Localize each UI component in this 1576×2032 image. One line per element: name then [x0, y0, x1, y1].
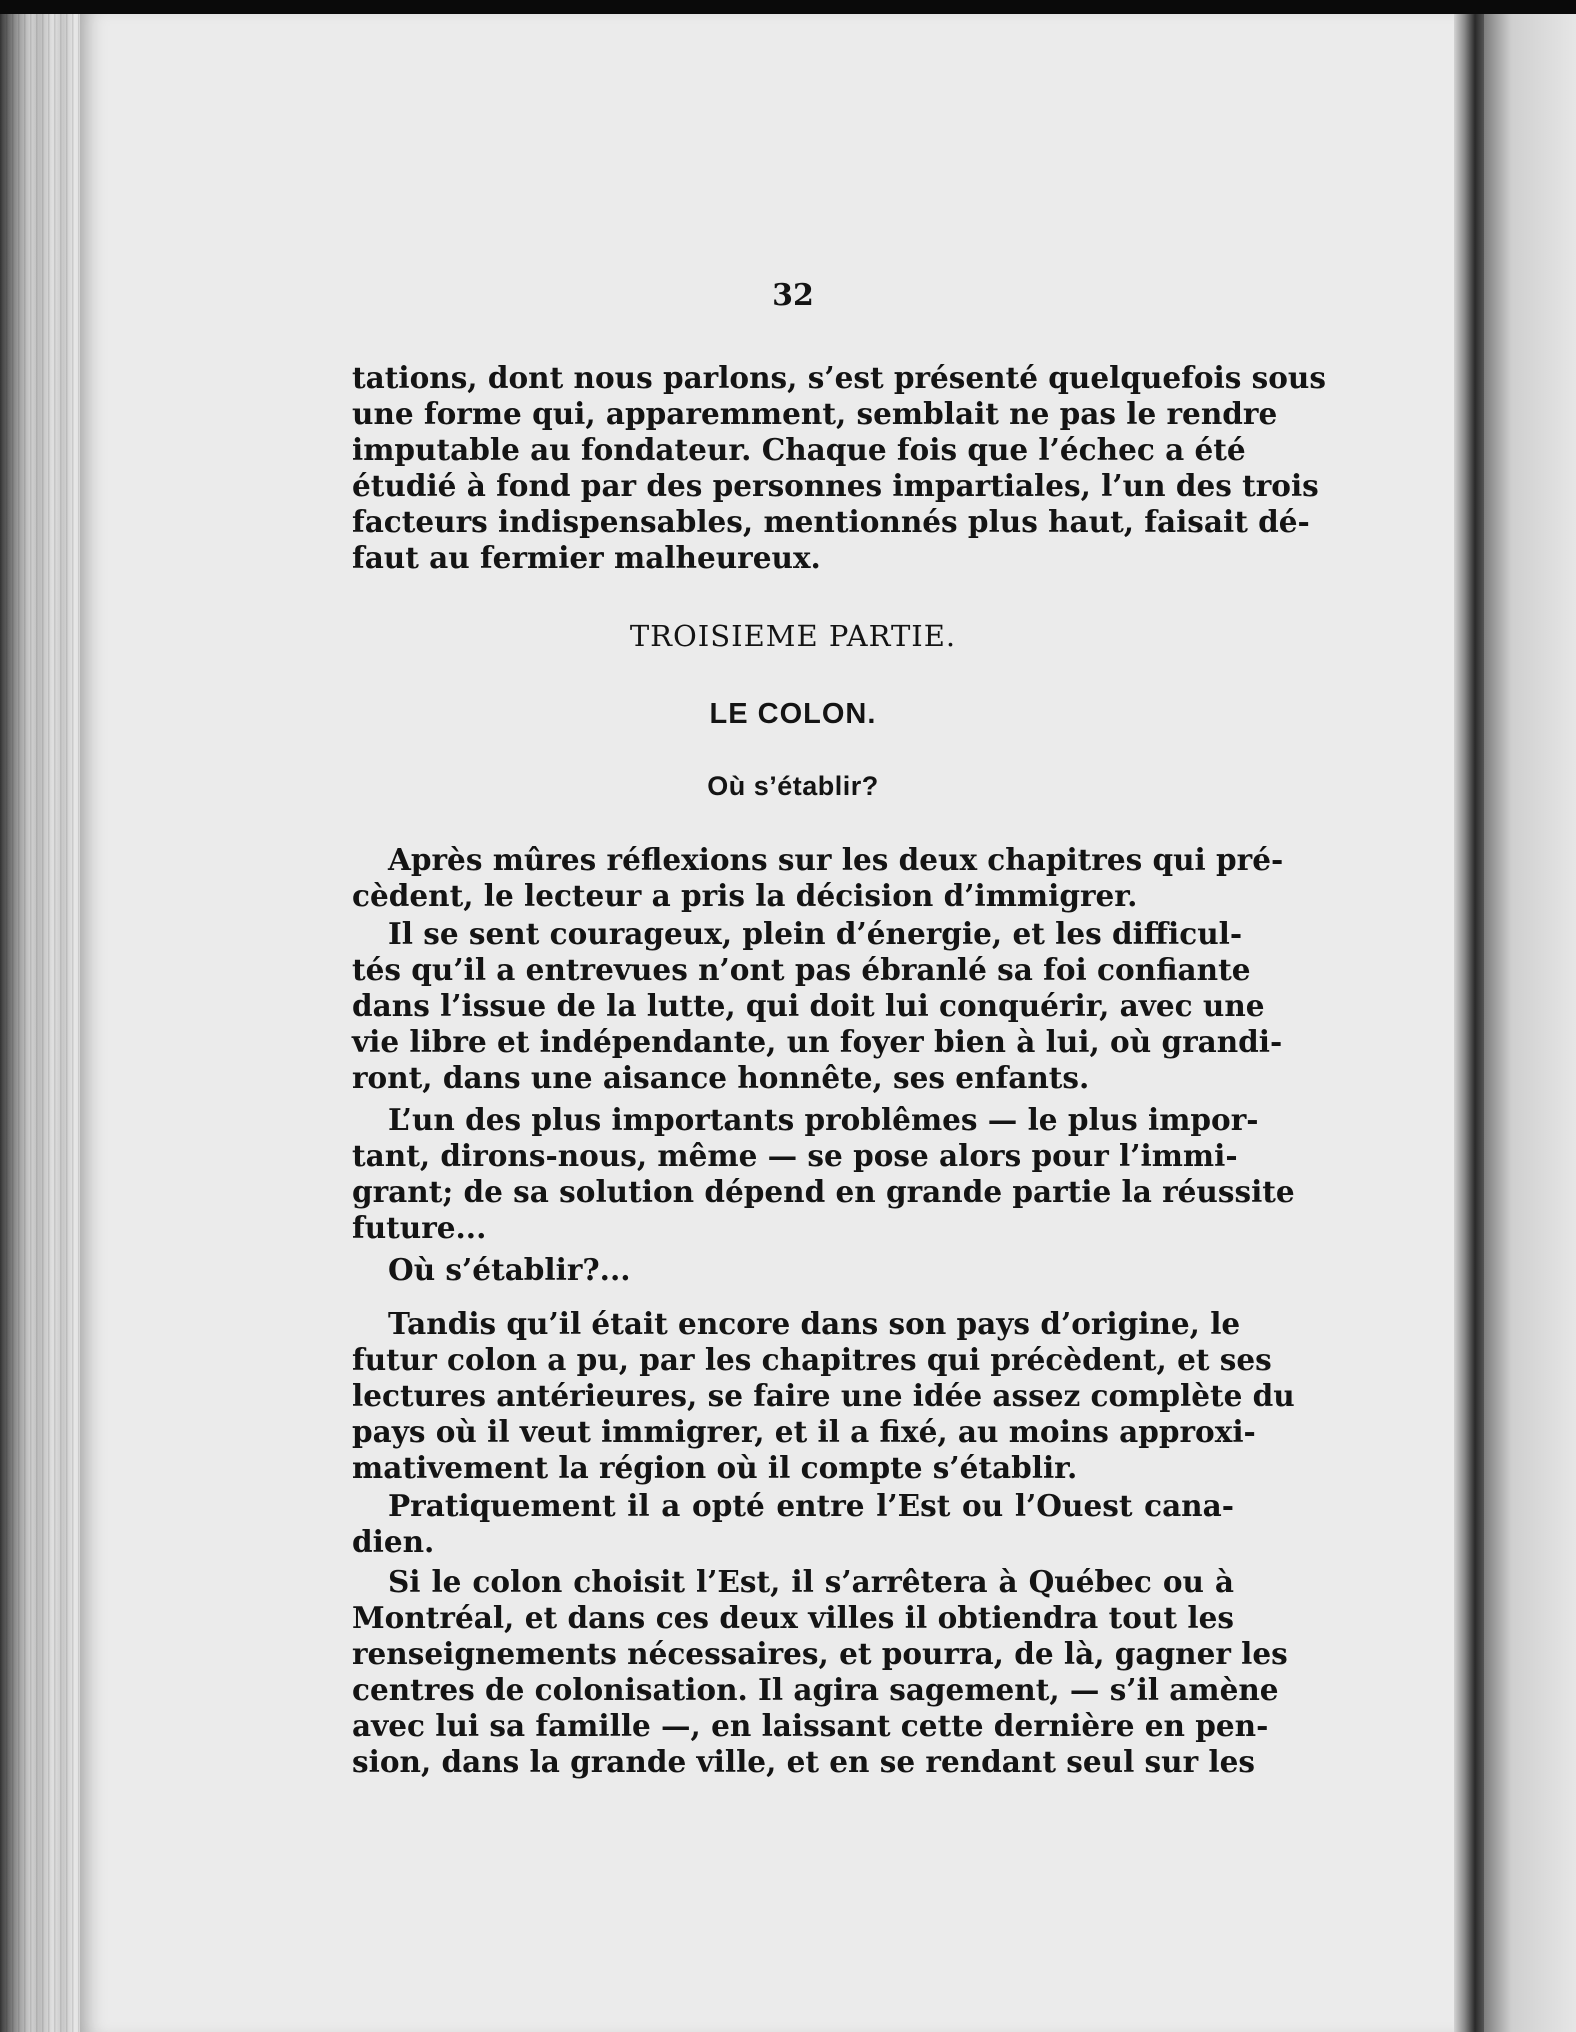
text-line: lectures antérieures, se faire une idée assez complète du [352, 1378, 1295, 1413]
text-line: mativement la région où il compte s’établir. [352, 1450, 1078, 1485]
paragraph [352, 1488, 1234, 1560]
chapter-title: LE COLON. [709, 698, 877, 730]
text-line: cèdent, le lecteur a pris la décision d’immigrer. [352, 878, 1138, 913]
scan-top-border [0, 0, 1576, 14]
book-page-edge-lines [0, 14, 88, 2032]
text-line: faut au fermier malheureux. [352, 540, 821, 575]
text-line: Montréal, et dans ces deux villes il obtiendra tout les [352, 1600, 1234, 1635]
text-line: futur colon a pu, par les chapitres qui précèdent, et ses [352, 1342, 1272, 1377]
text-line: ront, dans une aisance honnête, ses enfants. [352, 1060, 1090, 1095]
text-line: tés qu’il a entrevues n’ont pas ébranlé sa foi confiante [352, 952, 1251, 987]
text-line: vie libre et indépendante, un foyer bien à lui, où grandi- [352, 1024, 1283, 1059]
text-line: renseignements nécessaires, et pourra, de là, gagner les [352, 1636, 1288, 1671]
text-line: tant, dirons-nous, même — se pose alors pour l’immi- [352, 1138, 1238, 1173]
text-line: tations, dont nous parlons, s’est présenté quelquefois sous [352, 360, 1326, 395]
paragraph [352, 842, 1284, 914]
text-line: dien. [352, 1524, 435, 1559]
paragraph [352, 1252, 1234, 1288]
paragraph [352, 1564, 1288, 1780]
text-line: dans l’issue de la lutte, qui doit lui conquérir, avec une [352, 988, 1265, 1023]
page-number: 32 [772, 278, 814, 313]
text-line: Après mûres réflexions sur les deux chapitres qui pré- [388, 842, 1284, 877]
book-gutter [1454, 14, 1484, 2032]
text-line: centres de colonisation. Il agira sagement, — s’il amène [352, 1672, 1279, 1707]
text-line: Si le colon choisit l’Est, il s’arrêtera à Québec ou à [388, 1564, 1234, 1599]
paragraph [352, 916, 1283, 1096]
text-line: Tandis qu’il était encore dans son pays d’origine, le [388, 1306, 1241, 1341]
paragraph [352, 1102, 1295, 1246]
text-line: future... [352, 1210, 487, 1245]
text-line: sion, dans la grande ville, et en se rendant seul sur les [352, 1744, 1256, 1779]
text-line: grant; de sa solution dépend en grande partie la réussite [352, 1174, 1295, 1209]
text-line: Il se sent courageux, plein d’énergie, et les difficul- [388, 916, 1243, 951]
paragraph [352, 1306, 1295, 1486]
text-line: étudié à fond par des personnes impartiales, l’un des trois [352, 468, 1319, 503]
text-line: imputable au fondateur. Chaque fois que l’échec a été [352, 432, 1246, 467]
sub-title: Où s’établir? [707, 771, 879, 801]
intro-paragraph [352, 360, 1326, 576]
text-line: une forme qui, apparemment, semblait ne pas le rendre [352, 396, 1278, 431]
text-line: facteurs indispensables, mentionnés plus haut, faisait dé- [352, 504, 1310, 539]
section-title: TROISIEME PARTIE. [629, 619, 957, 653]
text-line: Où s’établir?... [388, 1252, 631, 1287]
text-line: Pratiquement il a opté entre l’Est ou l’Ouest cana- [388, 1488, 1234, 1523]
text-line: L’un des plus importants problêmes — le plus impor- [388, 1102, 1259, 1137]
text-line: pays où il veut immigrer, et il a fixé, au moins approxi- [352, 1414, 1256, 1449]
facing-page-edge [1484, 14, 1576, 2032]
text-line: avec lui sa famille —, en laissant cette dernière en pen- [352, 1708, 1269, 1743]
